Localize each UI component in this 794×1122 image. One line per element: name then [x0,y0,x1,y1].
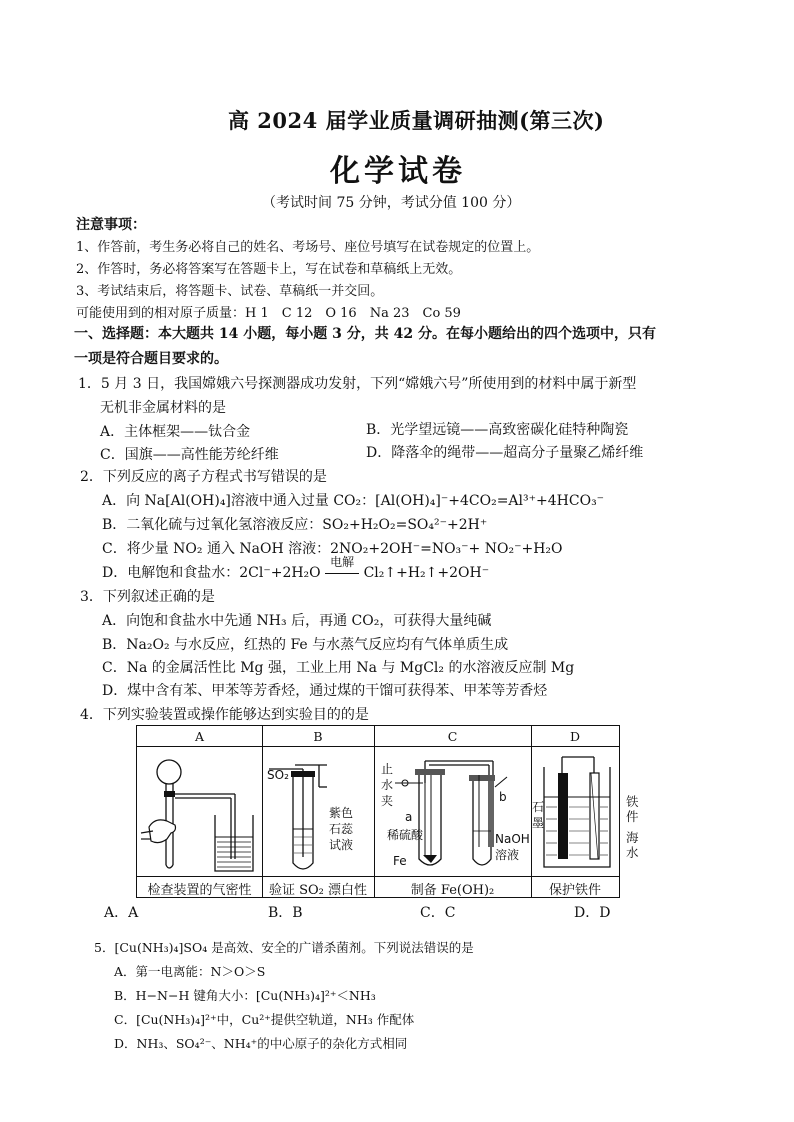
q2-option-d [102,555,490,582]
apparatus-c-diagram [375,747,531,876]
q4-option-b: B．B [268,905,303,921]
apparatus-a-diagram [137,747,262,876]
fig-d-sea-label: 海 水 [626,830,639,860]
q4-caption-c: 制备 Fe(OH)₂ [410,883,495,898]
exam-info: （考试时间 75 分钟，考试分值 100 分） [262,195,521,211]
fig-d-graphite-1: 石 [532,800,545,814]
q2-stem: 2．下列反应的离子方程式书写错误的是 [80,469,327,485]
q3-option-b: B．Na₂O₂ 与水反应，红热的 Fe 与水蒸气反应均有气体单质生成 [102,637,509,653]
fig-c-fe-label: Fe [393,854,407,868]
q4-caption-d: 保护铁件 [548,883,601,898]
q2-option-c: C．将少量 NO₂ 通入 NaOH 溶液：2NO₂+2OH⁻=NO₃⁻+ NO₂⁻+H₂O [102,541,563,557]
fig-b-gas-label: SO₂ [267,768,289,782]
section-heading: 一项是符合题目要求的。 [74,351,228,367]
q4-caption-a: 检查装置的气密性 [147,883,252,898]
q5-option-b: B．H−N−H 键角大小：[Cu(NH₃)₄]²⁺＜NH₃ [114,988,376,1003]
apparatus-d-diagram [532,747,619,876]
fig-b-liquid-label-2: 石蕊 [329,822,354,836]
q2-d-right: Cl₂↑+H₂↑+2OH⁻ [363,565,490,581]
apparatus-b-diagram [263,747,374,876]
fig-c-label-a: a [405,810,413,824]
q5-option-a: A．第一电离能：N＞O＞S [114,964,266,979]
fig-d-graphite-2: 墨 [532,816,545,830]
note-item: 2、作答时，务必将答案写在答题卡上，写在试卷和草稿纸上无效。 [76,262,462,277]
notes-heading: 注意事项： [76,217,146,233]
q1-option-c: C．国旗——高性能芳纶纤维 [100,447,279,463]
fig-c-clamp-2: 水 [381,778,394,792]
q3-option-c: C．Na 的金属活性比 Mg 强，工业上用 Na 与 MgCl₂ 的水溶液反应制 Mg [102,660,575,676]
fig-c-clamp-3: 夹 [381,794,394,808]
section-heading: 一、选择题：本大题共 14 小题，每小题 3 分，共 42 分。在每小题给出的四个选项中，只有 [74,326,656,342]
q2-d-left: D．电解饱和食盐水：2Cl⁻+2H₂O [102,565,321,581]
q4-figure-table [136,725,620,898]
q4-option-c: C．C [420,905,456,921]
subject-title: 化学试卷 [330,154,466,189]
q2-option-a: A．向 Na[Al(OH)₄]溶液中通入过量 CO₂：[Al(OH)₄]⁻+4CO₂=Al³⁺+4HCO₃⁻ [102,493,605,509]
q3-option-a: A．向饱和食盐水中先通 NH₃ 后，再通 CO₂，可获得大量纯碱 [102,613,492,629]
fig-c-clamp-1: 止 [381,762,394,776]
q1-option-d: D．降落伞的绳带——超高分子量聚乙烯纤维 [366,445,644,461]
fig-d-iron-label: 铁 件 [626,794,639,824]
fig-c-naoh-1: NaOH [495,832,530,846]
q4-option-a: A．A [104,905,139,921]
q4-col-label-d: D [569,729,581,744]
q5-stem: 5．[Cu(NH₃)₄]SO₄ 是高效、安全的广谱杀菌剂。下列说法错误的是 [94,940,474,955]
exam-title: 高 2024 届学业质量调研抽测(第三次) [228,108,605,133]
q4-col-label-a: A [194,729,205,744]
q4-stem: 4．下列实验装置或操作能够达到实验目的的是 [80,707,369,723]
q3-option-d: D．煤中含有苯、甲苯等芳香烃，通过煤的干馏可获得苯、甲苯等芳香烃 [102,683,548,699]
q4-col-label-c: C [447,729,458,744]
q2-option-b: B．二氧化硫与过氧化氢溶液反应：SO₂+H₂O₂=SO₄²⁻+2H⁺ [102,517,488,533]
note-item: 1、作答前，考生务必将自己的姓名、考场号、座位号填写在试卷规定的位置上。 [76,240,540,255]
q4-caption-divider [137,876,619,877]
fig-c-naoh-2: 溶液 [495,848,520,862]
q4-col-label-b: B [313,729,323,744]
q1-option-a: A．主体框架——钛合金 [100,424,251,440]
q2-d-condition: 电解 [325,565,359,581]
atomic-mass-line: 可能使用到的相对原子质量：H 1 C 12 O 16 Na 23 Co 59 [76,306,461,321]
q1-stem: 无机非金属材料的是 [100,400,226,416]
q4-option-d: D．D [574,905,611,921]
note-item: 3、考试结束后，将答题卡、试卷、草稿纸一并交回。 [76,284,384,299]
fig-c-label-b: b [499,790,507,804]
q1-option-b: B．光学望远镜——高致密碳化硅特种陶瓷 [366,422,629,438]
q3-stem: 3．下列叙述正确的是 [80,589,215,605]
fig-b-liquid-label-1: 紫色 [329,806,354,820]
q4-caption-b: 验证 SO₂ 漂白性 [268,883,368,898]
fig-c-acid-label: 稀硫酸 [387,828,424,842]
q1-stem: 1．5 月 3 日，我国嫦娥六号探测器成功发射，下列“嫦娥六号”所使用到的材料中属于新型 [78,376,637,392]
fig-b-liquid-label-3: 试液 [329,838,354,852]
q5-option-c: C．[Cu(NH₃)₄]²⁺中，Cu²⁺提供空轨道，NH₃ 作配体 [114,1012,415,1027]
q5-option-d: D．NH₃、SO₄²⁻、NH₄⁺的中心原子的杂化方式相同 [114,1036,408,1051]
